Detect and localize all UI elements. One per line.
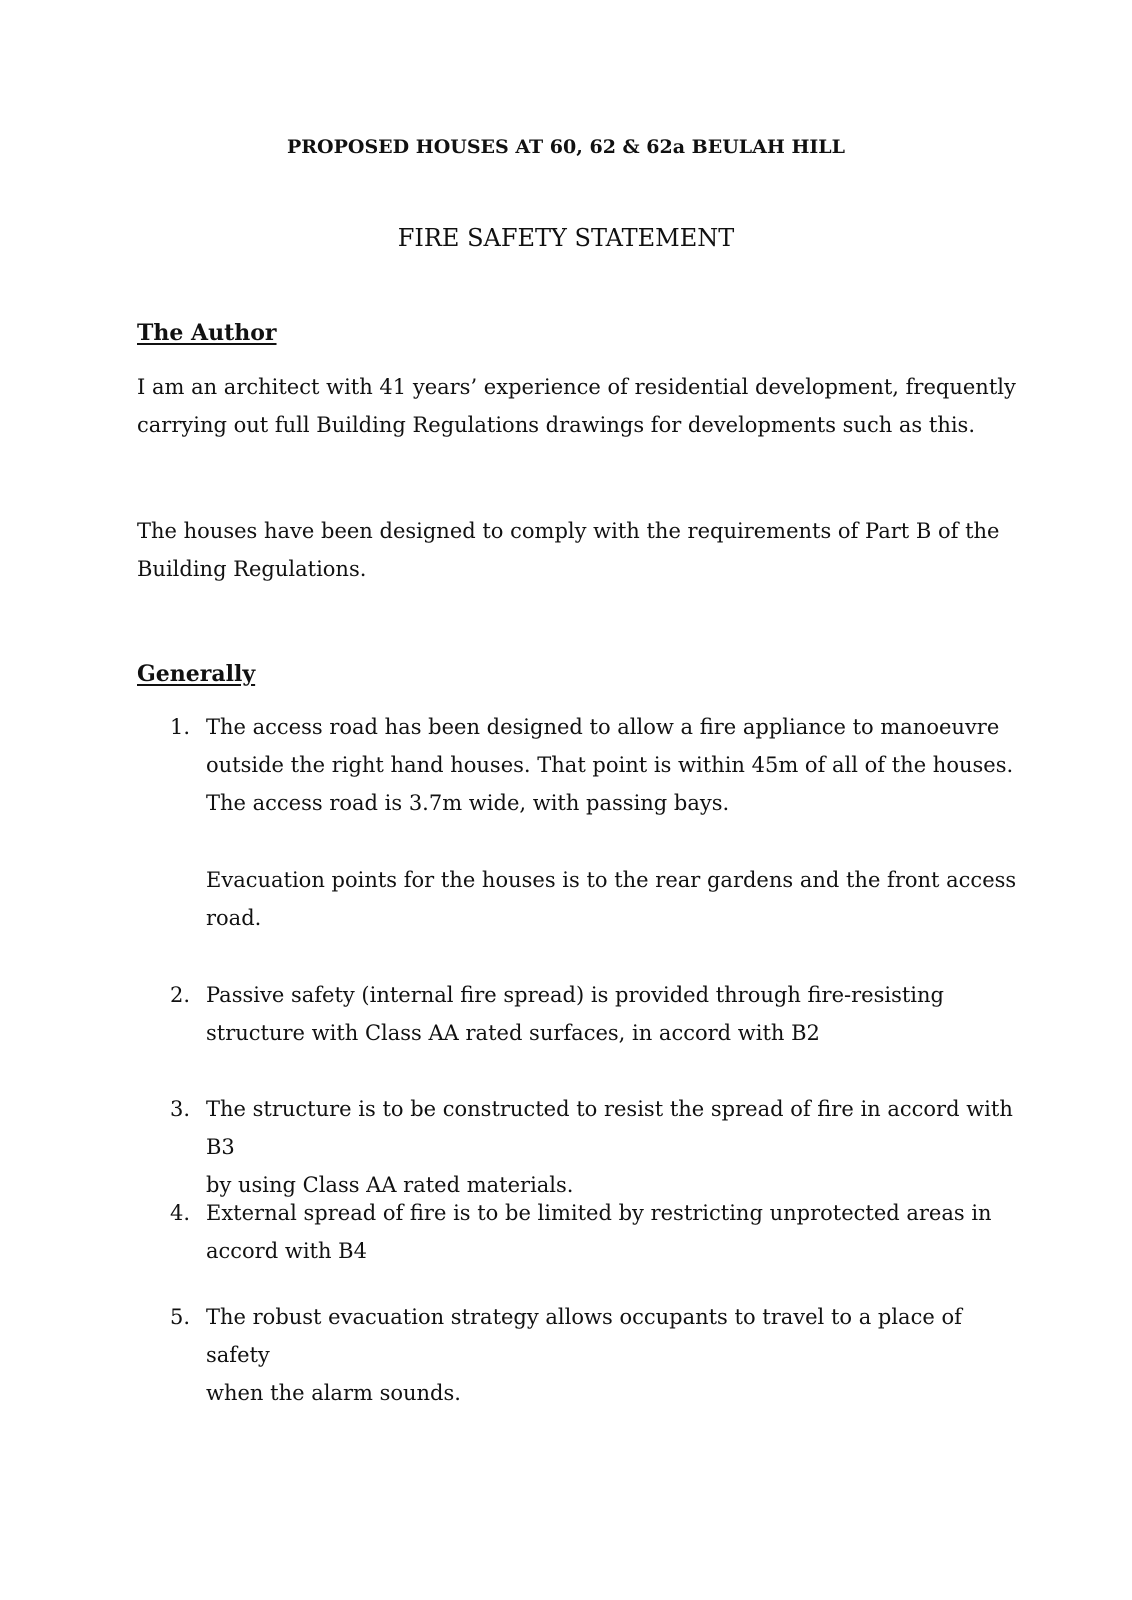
list-item-line: Passive safety (internal fire spread) is provided through fire-resisting [206,983,944,1007]
list-item-number: 4. [170,1201,191,1225]
list-item-number: 3. [170,1097,191,1121]
list-item-number: 2. [170,983,191,1007]
list-item-line: when the alarm sounds. [206,1381,461,1405]
list-item-line: accord with B4 [206,1239,367,1263]
document-title: PROPOSED HOUSES AT 60, 62 & 62a BEULAH HILL [286,136,846,158]
list-item-text [206,708,1017,822]
list-item-line: outside the right hand houses. That point is within 45m of all of the houses. [206,753,1014,777]
list-item-number: 5. [170,1305,191,1329]
list-item-continuation [137,861,1017,937]
list-item-text [206,1194,1017,1270]
list-item-line: Evacuation points for the houses is to the rear gardens and the front access [206,868,1017,892]
list-item [137,1090,1017,1204]
list-item [137,708,1017,822]
list-item [137,1298,1017,1412]
author-paragraph-line: carrying out full Building Regulations drawings for developments such as this. [137,413,976,437]
compliance-paragraph [137,512,1017,588]
list-item-number: 1. [170,715,191,739]
list-item [137,1194,1017,1270]
list-item-line: External spread of fire is to be limited by restricting unprotected areas in [206,1201,992,1225]
author-paragraph-line: I am an architect with 41 years’ experience of residential development, frequently [137,375,1016,399]
list-item-line: The access road is 3.7m wide, with passing bays. [206,791,730,815]
list-item-text [206,976,1017,1052]
compliance-paragraph-line: The houses have been designed to comply with the requirements of Part B of the [137,519,1000,543]
document-subtitle: FIRE SAFETY STATEMENT [397,224,735,252]
list-item-line: road. [206,906,262,930]
list-item-line: by using Class AA rated materials. [206,1173,574,1197]
author-paragraph [137,368,1017,444]
author-heading: The Author [137,320,277,346]
list-item-line: The structure is to be constructed to resist the spread of fire in accord with B3 [206,1097,1013,1159]
generally-heading: Generally [137,661,256,687]
list-item-text [206,861,1017,937]
list-item-text [206,1090,1017,1204]
list-item-line: The robust evacuation strategy allows occupants to travel to a place of safety [206,1305,962,1367]
list-item-line: The access road has been designed to allow a fire appliance to manoeuvre [206,715,1000,739]
list-item-line: structure with Class AA rated surfaces, in accord with B2 [206,1021,820,1045]
list-item [137,976,1017,1052]
compliance-paragraph-line: Building Regulations. [137,557,367,581]
list-item-text [206,1298,1017,1412]
